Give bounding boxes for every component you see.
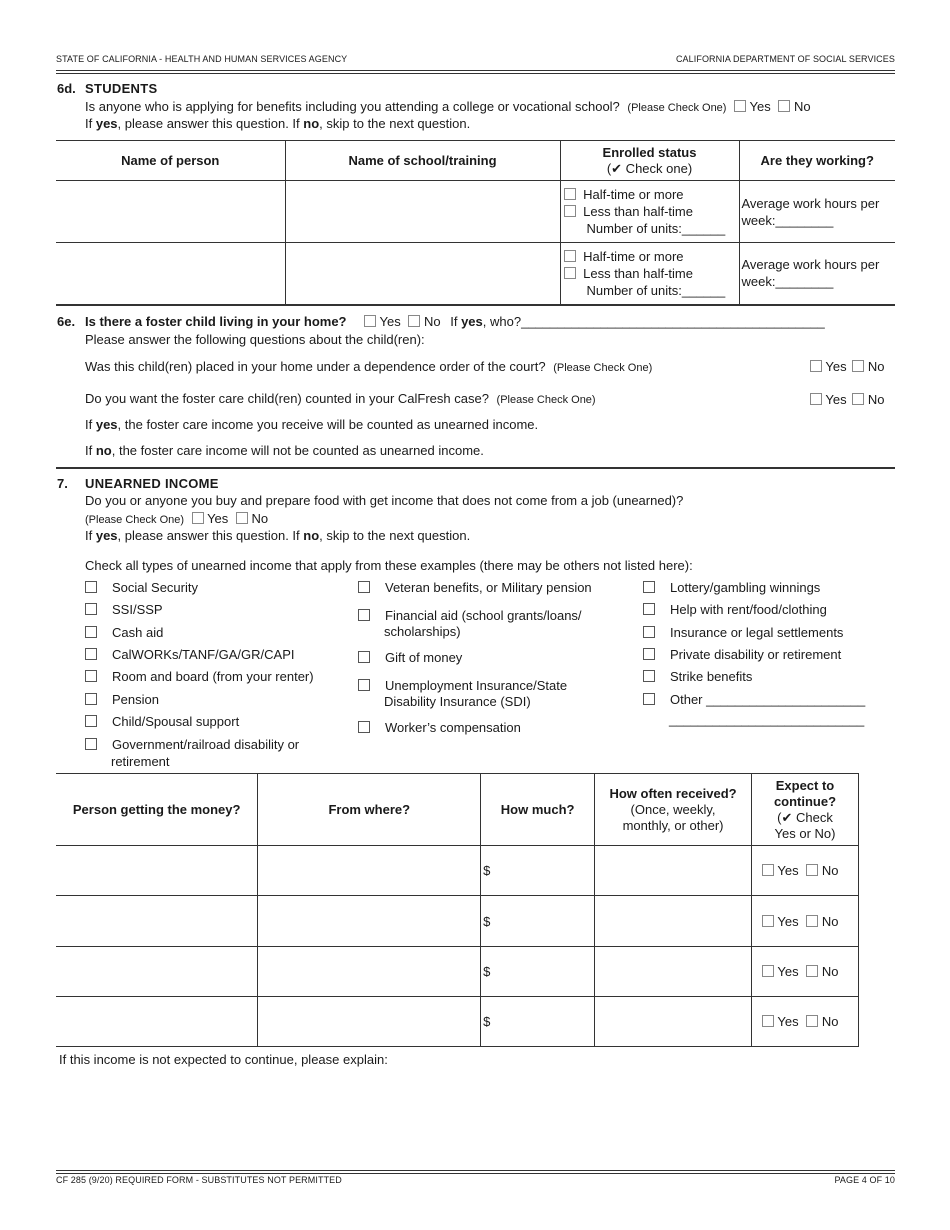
income-checkbox[interactable] [85,670,97,682]
footer-rule-bottom [56,1173,895,1174]
income-checkbox[interactable] [85,715,97,727]
continue-yes-label: Yes [777,964,799,979]
note-no: no [95,443,112,458]
income-label: Gift of money [385,650,463,665]
expect-cell [752,846,859,896]
income-label: Room and board (from your renter) [112,669,314,684]
income-label: Pension [112,692,159,707]
students-table [56,140,895,306]
continue-yes-checkbox[interactable] [762,864,774,876]
table-row [56,896,859,947]
students-no-checkbox[interactable] [778,100,790,112]
section-7-title: UNEARNED INCOME [85,476,219,491]
foster-note-no [85,443,484,459]
continue-no-label: No [821,913,839,929]
instr-yes: yes [95,528,118,543]
how-often-label: How often received? [609,785,737,801]
income-checkbox[interactable] [358,609,370,621]
income-checkbox[interactable] [643,581,655,593]
section-6e-number: 6e. [57,314,76,329]
from-where-cell[interactable] [258,896,481,947]
income-label: Veteran benefits, or Military pension [385,580,592,595]
expect-label: continue? [773,793,837,809]
foster-question [85,314,825,330]
continue-no-checkbox[interactable] [806,965,818,977]
half-time-checkbox[interactable] [564,188,576,200]
students-question [85,99,811,116]
income-checkbox[interactable] [85,693,97,705]
income-checkbox[interactable] [358,651,370,663]
students-instruction [85,116,470,132]
table-row [56,997,859,1047]
students-yes-label: Yes [749,99,771,114]
other-income-line[interactable]: ___________________________ [669,712,865,727]
working-cell[interactable] [739,181,895,243]
hours-label: Average work hours per [741,195,880,211]
instr-part: If [85,116,96,131]
instr-part: , please answer this question. If [117,528,304,543]
calfresh-text: Do you want the foster care child(ren) counted in your CalFresh case? [85,391,489,406]
instr-no: no [303,116,320,131]
other-income-field[interactable]: Other ______________________ [670,692,866,707]
expect-label: Expect to [775,777,835,793]
person-cell[interactable] [56,846,258,896]
from-where-cell[interactable] [258,997,481,1047]
expect-sub: Yes or No) [774,825,836,841]
foster-who-field[interactable]: , who?__________________________________________ [482,314,825,329]
school-cell[interactable] [285,181,560,243]
income-checkbox[interactable] [643,670,655,682]
foster-question-text: Is there a foster child living in your home? [85,314,347,329]
person-cell[interactable] [56,997,258,1047]
note-part: , the foster care income will not be counted as unearned income. [111,443,484,458]
continue-no-checkbox[interactable] [806,915,818,927]
income-label: Social Security [112,580,198,595]
half-time-label: Half-time or more [583,248,684,264]
from-where-cell[interactable] [258,947,481,997]
check-one-note: (Please Check One) [496,394,596,406]
expect-sub: (✔ Check [777,809,833,825]
court-order-text: Was this child(ren) placed in your home under a dependence order of the court? [85,359,546,374]
court-yes-checkbox[interactable] [810,360,822,372]
court-no-checkbox[interactable] [852,360,864,372]
unearned-yes-label: Yes [207,511,229,526]
income-label: Government/railroad disability or [112,737,300,752]
continue-no-checkbox[interactable] [806,1015,818,1027]
header-rule-top [56,70,895,71]
hours-field[interactable]: week:________ [741,212,834,228]
check-one-note: (Please Check One) [627,102,727,114]
enrolled-cell [560,181,739,243]
col-school: Name of school/training [285,141,560,181]
explain-label: If this income is not expected to continue, please explain: [59,1052,388,1067]
note-part: , the foster care income you receive will be counted as unearned income. [117,417,539,432]
less-half-time-checkbox[interactable] [564,205,576,217]
table-row [56,243,895,305]
income-label: Strike benefits [670,669,753,684]
instr-no: no [303,528,320,543]
continue-yes-checkbox[interactable] [762,1015,774,1027]
income-checkbox[interactable] [643,603,655,615]
income-table [56,773,859,1047]
working-cell[interactable] [739,243,895,305]
income-checkbox[interactable] [85,626,97,638]
students-no-label: No [793,99,811,114]
income-checkbox[interactable] [85,648,97,660]
section-6d-title: STUDENTS [85,81,158,96]
instr-part: If [85,528,96,543]
continue-no-label: No [821,1014,839,1029]
department-header: CALIFORNIA DEPARTMENT OF SOCIAL SERVICES [675,54,895,64]
foster-please-answer: Please answer the following questions about the child(ren): [85,332,425,347]
how-much-cell[interactable]: $ [481,997,595,1047]
calfresh-yes-checkbox[interactable] [810,393,822,405]
court-no-label: No [867,359,885,374]
income-label-cont: scholarships) [384,624,461,639]
col-how-often [595,774,752,846]
continue-yes-label: Yes [777,913,799,929]
col-how-much: How much? [481,774,595,846]
income-label: SSI/SSP [112,602,163,617]
continue-yes-checkbox[interactable] [762,965,774,977]
unearned-yes-checkbox[interactable] [192,512,204,524]
income-checkbox[interactable] [85,603,97,615]
income-checkbox[interactable] [358,581,370,593]
income-checkbox[interactable] [643,648,655,660]
person-cell[interactable] [56,896,258,947]
section-7-rule [56,467,895,469]
less-half-time-label: Less than half-time [583,265,693,281]
calfresh-no-label: No [867,392,885,407]
continue-no-label: No [821,964,839,979]
check-one-note: (Please Check One) [553,362,653,374]
income-label: CalWORKs/TANF/GA/GR/CAPI [112,647,295,662]
income-label: Worker’s compensation [385,720,521,735]
unearned-no-label: No [251,511,269,526]
continue-yes-label: Yes [777,1014,799,1029]
section-6d-number: 6d. [57,81,76,96]
calfresh-yes-no [810,392,884,408]
name-of-person-cell[interactable] [56,181,285,243]
continue-no-checkbox[interactable] [806,864,818,876]
enrolled-check-one: (✔ Check one) [606,160,693,176]
half-time-checkbox[interactable] [564,250,576,262]
calfresh-yes-label: Yes [825,392,847,407]
continue-yes-label: Yes [777,863,799,878]
page-number: PAGE 4 OF 10 [834,1175,895,1185]
unearned-no-checkbox[interactable] [236,512,248,524]
court-order-question [85,359,652,376]
if-yes: yes [461,314,483,329]
person-cell[interactable] [56,947,258,997]
how-often-cell[interactable] [595,846,752,896]
how-often-sub: (Once, weekly, [630,801,716,817]
how-much-cell[interactable]: $ [481,896,595,947]
court-yes-label: Yes [825,359,847,374]
income-checkbox[interactable] [358,679,370,691]
income-label-cont: Disability Insurance (SDI) [384,694,531,709]
income-checkbox[interactable] [85,581,97,593]
how-often-sub: monthly, or other) [622,817,724,833]
how-much-cell[interactable]: $ [481,846,595,896]
income-label: Private disability or retirement [670,647,842,662]
income-label: Lottery/gambling winnings [670,580,821,595]
income-label-cont: retirement [111,754,170,769]
unearned-question: Do you or anyone you buy and prepare food with get income that does not come from a job (unearned)? [85,493,684,508]
expect-cell [752,997,859,1047]
continue-yes-checkbox[interactable] [762,915,774,927]
instr-part: , please answer this question. If [117,116,304,131]
col-enrolled-status [560,141,739,181]
col-name-of-person: Name of person [56,141,285,181]
units-field[interactable]: Number of units:______ [586,221,726,236]
header-rule-bottom [56,73,895,74]
col-working: Are they working? [739,141,895,181]
section-7-number: 7. [57,476,68,491]
income-label: Child/Spousal support [112,714,240,729]
foster-no-label: No [423,314,441,329]
note-part: If [85,417,96,432]
enrolled-status-label: Enrolled status [602,144,697,160]
expect-cell [752,896,859,947]
income-label: Insurance or legal settlements [670,625,844,640]
enrolled-cell [560,243,739,305]
half-time-label: Half-time or more [583,187,684,202]
check-all-instruction: Check all types of unearned income that apply from these examples (there may be others not listed here): [85,558,693,573]
less-half-time-label: Less than half-time [583,204,693,219]
foster-note-yes [85,417,538,433]
table-row [56,846,859,896]
explain-area[interactable] [56,1072,895,1167]
students-yes-checkbox[interactable] [734,100,746,112]
check-one-note: (Please Check One) [85,514,185,526]
less-half-time-checkbox[interactable] [564,267,576,279]
how-often-cell[interactable] [595,997,752,1047]
table-row [56,181,895,243]
income-checkbox[interactable] [358,721,370,733]
school-cell[interactable] [285,243,560,305]
unearned-instruction [85,528,470,544]
income-label: Financial aid (school grants/loans/ [385,608,582,623]
footer-rule-top [56,1170,895,1171]
instr-yes: yes [95,116,118,131]
col-from-where: From where? [258,774,481,846]
hours-field[interactable]: week:________ [741,274,834,290]
from-where-cell[interactable] [258,846,481,896]
income-checkbox[interactable] [643,626,655,638]
table-row [56,947,859,997]
income-label: Help with rent/food/clothing [670,602,827,617]
if-pre: If [450,314,462,329]
note-part: If [85,443,96,458]
continue-no-label: No [821,863,839,878]
instr-part: , skip to the next question. [319,116,471,131]
foster-yes-checkbox[interactable] [364,315,376,327]
units-field[interactable]: Number of units:______ [586,282,726,298]
court-order-yes-no [810,359,884,375]
foster-yes-label: Yes [379,314,401,329]
calfresh-question [85,391,596,408]
calfresh-no-checkbox[interactable] [852,393,864,405]
income-label: Unemployment Insurance/State [385,678,568,693]
income-label: Cash aid [112,625,164,640]
form-id-footer: CF 285 (9/20) REQUIRED FORM - SUBSTITUTES NOT PERMITTED [56,1175,342,1185]
how-much-cell[interactable]: $ [481,947,595,997]
name-of-person-cell[interactable] [56,243,285,305]
col-person-getting-money: Person getting the money? [56,774,258,846]
students-question-text: Is anyone who is applying for benefits including you attending a college or vocational school? [85,99,620,114]
how-often-cell[interactable] [595,947,752,997]
expect-cell [752,947,859,997]
instr-part: , skip to the next question. [319,528,471,543]
foster-no-checkbox[interactable] [408,315,420,327]
agency-header: STATE OF CALIFORNIA - HEALTH AND HUMAN SERVICES AGENCY [56,54,348,64]
hours-label: Average work hours per [741,257,880,273]
unearned-yes-no [85,511,268,528]
how-often-cell[interactable] [595,896,752,947]
income-checkbox[interactable] [643,693,655,705]
income-checkbox[interactable] [85,738,97,750]
col-expect-continue [752,774,859,846]
note-yes: yes [95,417,118,432]
